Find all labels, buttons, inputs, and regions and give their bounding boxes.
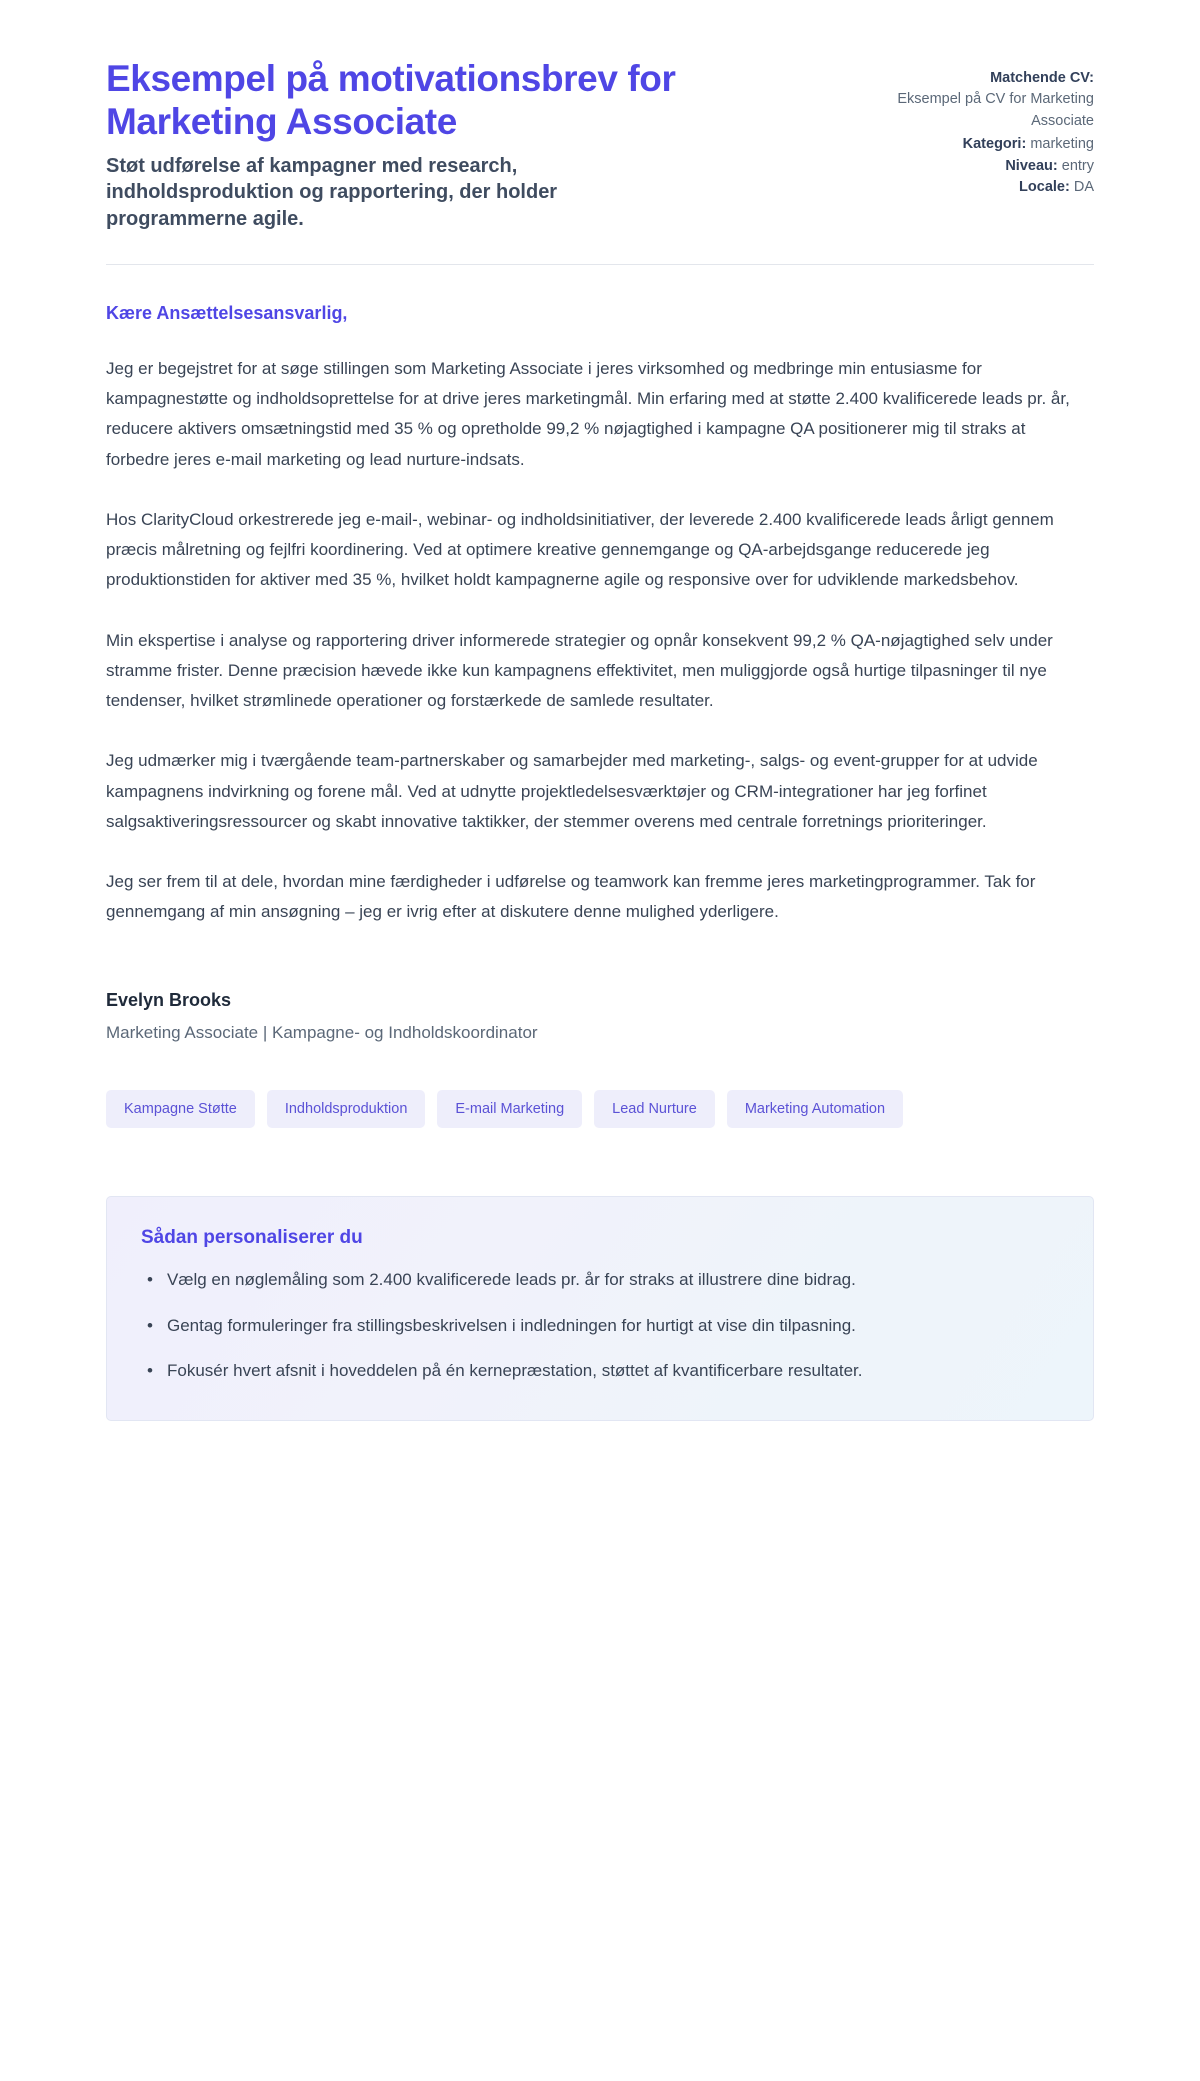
personalization-callout: [106, 1196, 1094, 1421]
meta-category-value: marketing: [1030, 136, 1094, 153]
tag-chip[interactable]: Indholdsproduktion: [267, 1090, 426, 1129]
callout-list-item: • Vælg en nøglemåling som 2.400 kvalificerede leads pr. år for straks at illustrere dine bidrag.: [167, 1265, 1059, 1295]
letter-paragraph: Min ekspertise i analyse og rapportering driver informerede strategier og opnår konsekvent 99,2 % QA-nøjagtighed selv under stramme frister. Denne præcision hævede ikke kun kampagnens effektivitet, men muliggjorde også hurtige tilpasninger til nye tendenser, hvilket strømlinede operationer og forstærkede de samlede resultater.: [106, 630, 1053, 711]
document-metadata: [859, 58, 1094, 199]
callout-list: [141, 1265, 1059, 1386]
page-header: [106, 58, 1094, 232]
meta-category-label: Kategori:: [962, 136, 1027, 153]
meta-level-label: Niveau:: [1005, 157, 1058, 174]
callout-list-item: • Gentag formuleringer fra stillingsbeskrivelsen i indledningen for hurtigt at vise din tilpasning.: [167, 1311, 1059, 1341]
letter-paragraph: Hos ClarityCloud orkestrerede jeg e-mail-, webinar- og indholdsinitiativer, der leverede 2.400 kvalificerede leads årligt gennem præcis målretning og fejlfri koordinering. Ved at optimere kreative gennemgange og QA-arbejdsgange reducerede jeg produktionstiden for aktiver med 35 %, hvilket holdt kampagnerne agile og responsive over for udviklende markedsbehov.: [106, 509, 1054, 590]
meta-locale-label: Locale:: [1019, 179, 1070, 196]
signature-role: Marketing Associate | Kampagne- og Indholdskoordinator: [106, 1022, 538, 1042]
meta-matching-cv-label: Matchende CV:: [990, 70, 1094, 86]
meta-locale-value: DA: [1073, 179, 1094, 196]
page-subtitle: Støt udførelse af kampagner med research, indholdsproduktion og rapportering, der holder programmerne agile.: [106, 154, 558, 230]
tag-chip[interactable]: Marketing Automation: [727, 1090, 903, 1129]
page-title: Eksempel på motivationsbrev for Marketing Associate: [106, 58, 676, 142]
signature-name: Evelyn Brooks: [106, 989, 232, 1010]
letter-paragraph: Jeg er begejstret for at søge stillingen som Marketing Associate i jeres virksomhed og medbringe min entusiasme for kampagnestøtte og indholdsoprettelse for at drive jeres marketingmål. Min erfaring med at støtte 2.400 kvalificerede leads pr. år, reducere aktivers omsætningstid med 35 % og opretholde 99,2 % nøjagtighed i kampagne QA positionerer mig til straks at forbedre jeres e-mail marketing og lead nurture-indsats.: [106, 358, 1070, 469]
meta-matching-cv: [859, 68, 1094, 132]
callout-list-item: • Fokusér hvert afsnit i hoveddelen på én kernepræstation, støttet af kvantificerbare resultater.: [167, 1356, 1059, 1386]
tag-chip[interactable]: Lead Nurture: [594, 1090, 715, 1129]
meta-matching-cv-value: Eksempel på CV for Marketing Associate: [897, 91, 1094, 129]
letter-salutation: Kære Ansættelsesansvarlig,: [106, 302, 348, 323]
callout-title: Sådan personaliserer du: [141, 1227, 363, 1249]
letter-paragraph: Jeg ser frem til at dele, hvordan mine færdigheder i udførelse og teamwork kan fremme jeres marketingprogrammer. Tak for gennemgang af min ansøgning – jeg er ivrig efter at diskutere denne mulighed yderligere.: [106, 872, 1036, 922]
meta-category: [859, 134, 1094, 155]
tag-list: [106, 1090, 1094, 1129]
meta-locale: [859, 177, 1094, 198]
letter-body: [106, 265, 1094, 1043]
tag-chip[interactable]: Kampagne Støtte: [106, 1090, 255, 1129]
letter-paragraph: Jeg udmærker mig i tværgående team-partnerskaber og samarbejder med marketing-, salgs- og event-grupper for at udvide kampagnens indvirkning og forene mål. Ved at udnytte projektledelsesværktøjer og CRM-integrationer har jeg forfinet salgsaktiveringsressourcer og skabt innovative taktikker, der stemmer overens med centrale forretnings prioriteringer.: [106, 751, 1038, 831]
header-title-block: [106, 58, 806, 232]
signature-block: [106, 990, 1094, 1043]
meta-level: [859, 156, 1094, 177]
meta-level-value: entry: [1061, 157, 1094, 174]
tag-chip[interactable]: E-mail Marketing: [437, 1090, 582, 1129]
